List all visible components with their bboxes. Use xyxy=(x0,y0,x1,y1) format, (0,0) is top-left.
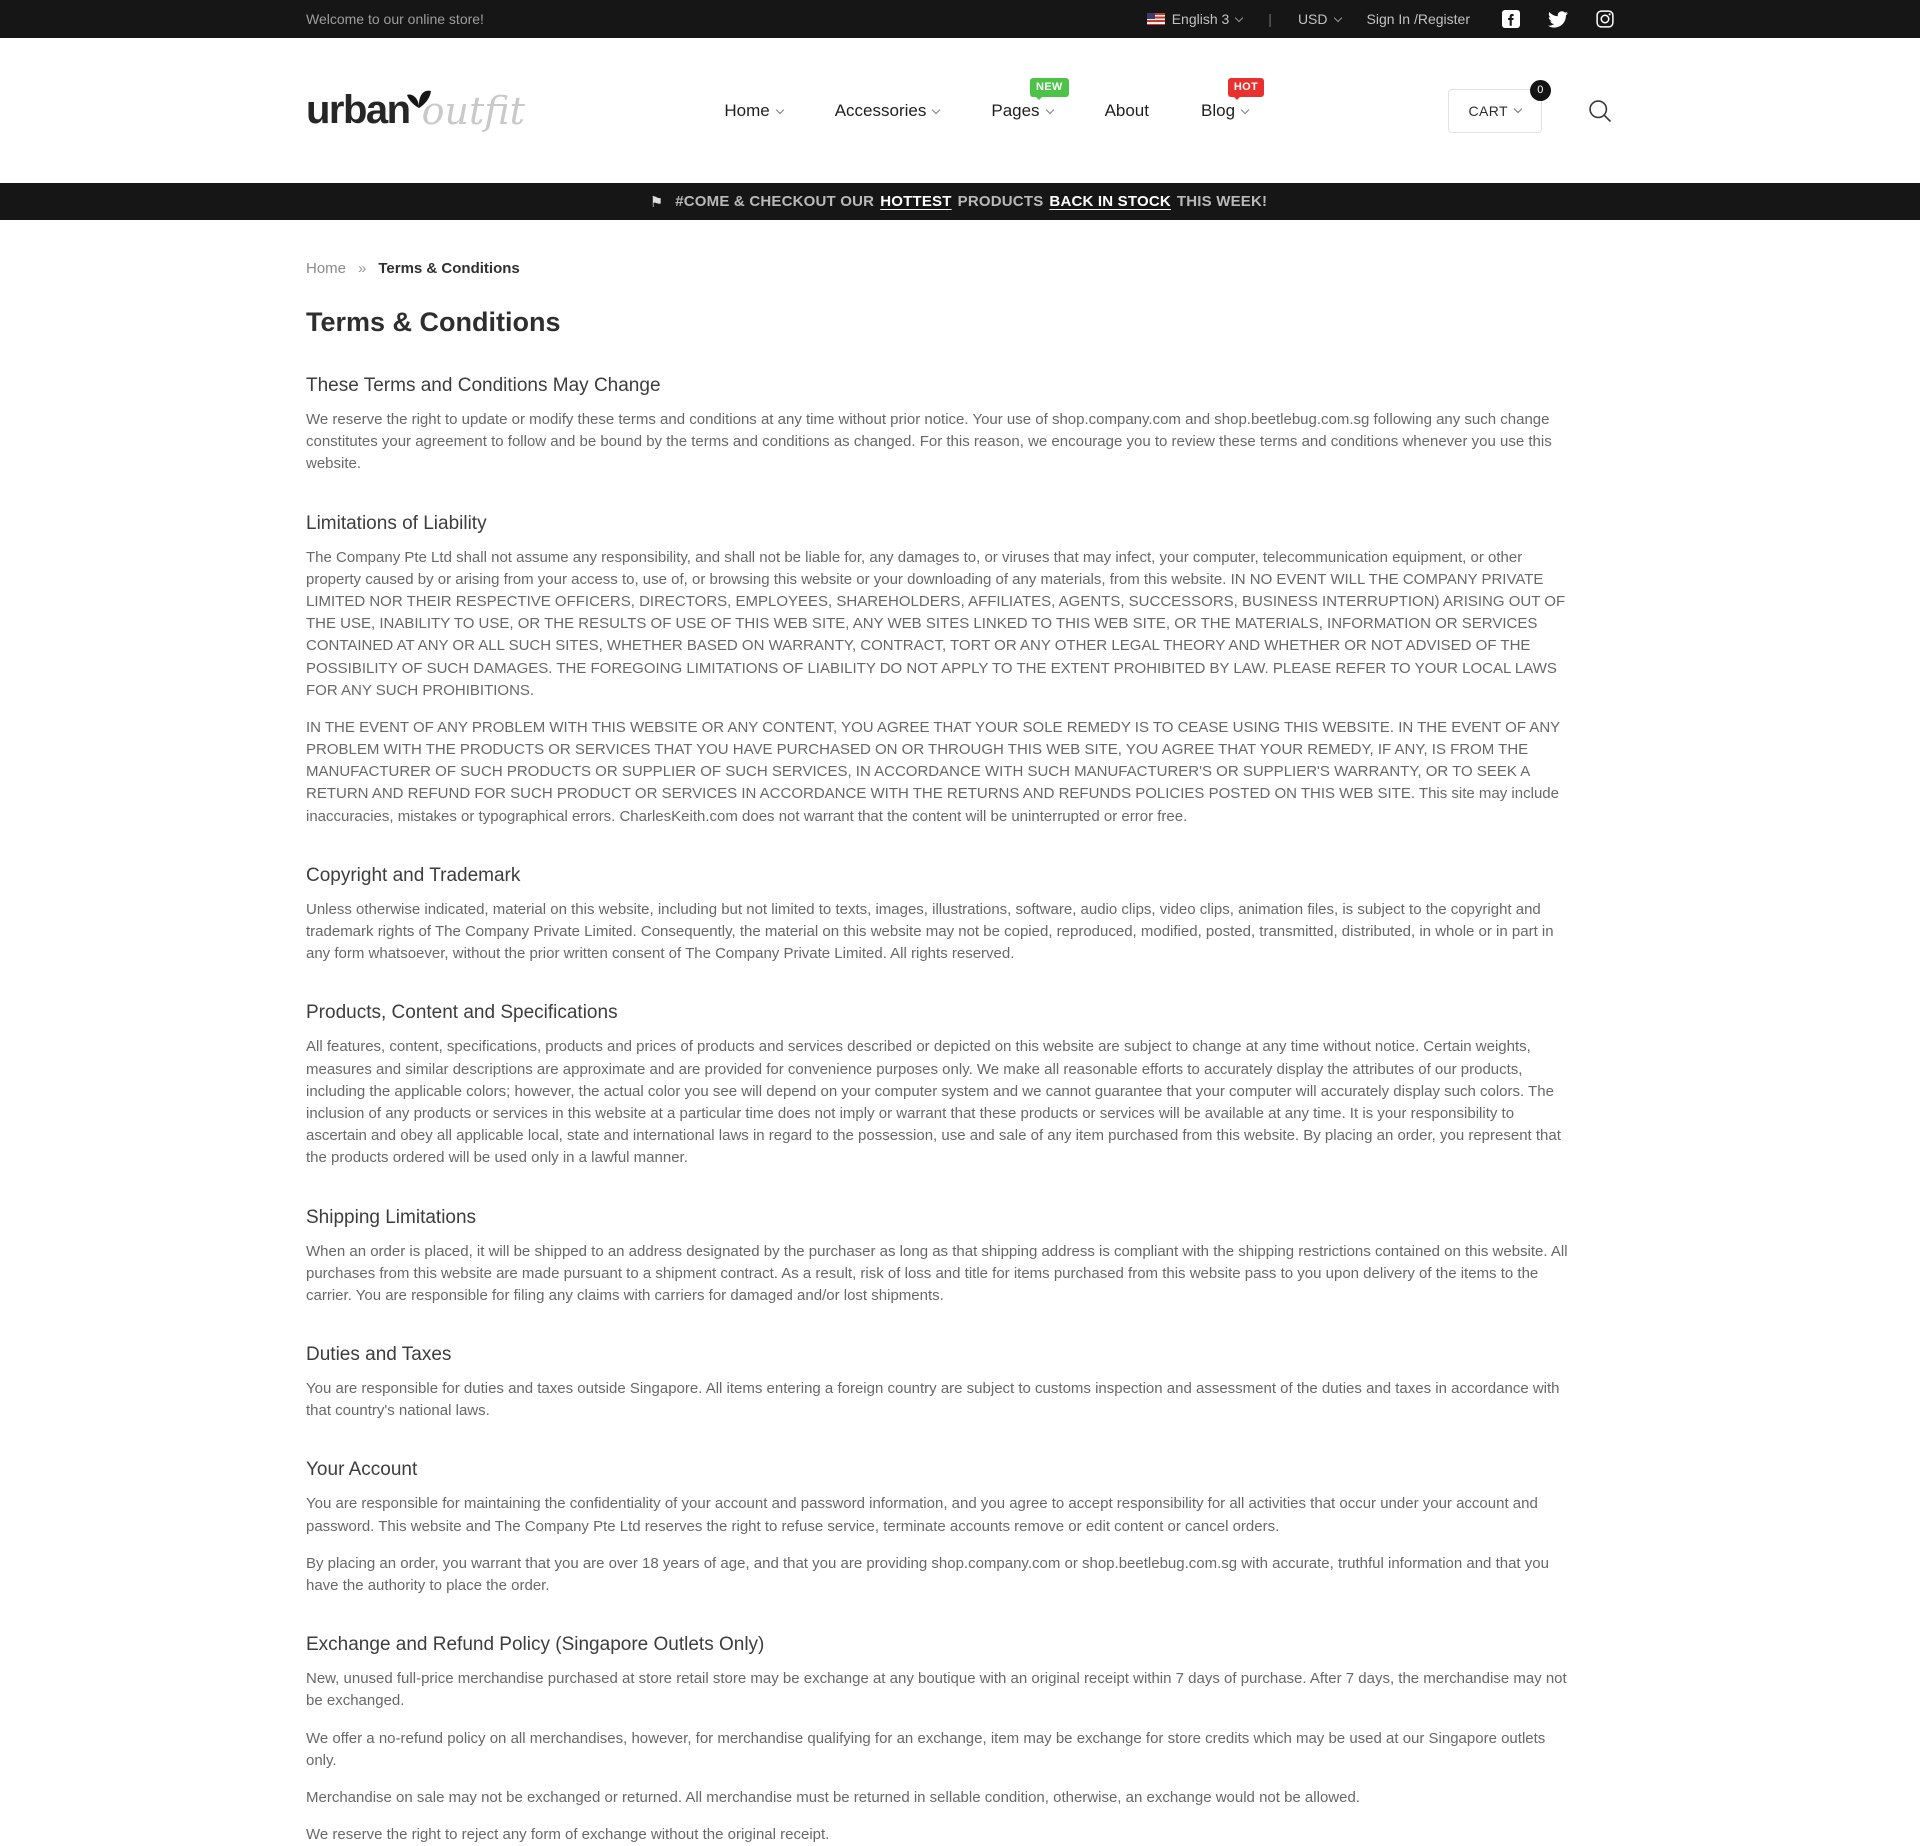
promo-banner xyxy=(0,183,1920,220)
cart-label: CART xyxy=(1468,102,1508,119)
breadcrumb-home-link[interactable]: Home xyxy=(306,260,347,277)
logo[interactable] xyxy=(306,88,525,134)
nav-item-label: Accessories xyxy=(834,100,927,120)
cart-count-badge: 0 xyxy=(1530,80,1551,101)
section-paragraph: IN THE EVENT OF ANY PROBLEM WITH THIS WEBSITE OR ANY CONTENT, YOU AGREE THAT YOUR SOLE REMEDY IS TO CEASE USING THIS WEBSITE. IN THE EVENT OF ANY PROBLEM WITH THE PRODUCTS OR SERVICES THAT YOU HAVE PURCHASED ON OR THROUGH THIS WEB SITE, YOU AGREE THAT YOUR REMEDY, IF ANY, IS FROM THE MANUFACTURER OF SUCH PRODUCTS OR SUPPLIER OF SUCH SERVICES, IN ACCORDANCE WITH SUCH MANUFACTURER'S OR SUPPLIER'S WARRANTY, OR TO SEEK A RETURN AND REFUND FOR SUCH PRODUCT OR SERVICES IN ACCORDANCE WITH THE RETURNS AND REFUNDS POLICIES POSTED ON THIS WEB SITE. This site may include inaccuracies, mistakes or typographical errors. CharlesKeith.com does not warrant that the content will be uninterrupted or error free. xyxy=(306,718,1560,825)
promo-text: #COME & CHECKOUT OUR xyxy=(675,192,875,210)
promo-highlight: BACK IN STOCK xyxy=(1049,192,1171,210)
site-header xyxy=(0,38,1920,183)
main-nav xyxy=(724,80,1259,121)
section-paragraph: By placing an order, you warrant that you are over 18 years of age, and that you are providing shop.company.com or shop.beetlebug.com.sg with accurate, truthful information and that you have the authority to place the order. xyxy=(306,1554,1549,1594)
section-heading: Your Account xyxy=(306,1459,418,1481)
social-links xyxy=(1502,10,1614,28)
welcome-message: Welcome to our online store! xyxy=(306,11,484,27)
promo-banner-text xyxy=(672,193,1270,211)
section-heading: Shipping Limitations xyxy=(306,1206,477,1228)
chevron-down-icon xyxy=(932,106,940,114)
section-paragraph: Merchandise on sale may not be exchanged or returned. All merchandise must be returned in sellable condition, otherwise, an exchange would not be allowed. xyxy=(306,1788,1360,1806)
nav-badge-new: NEW xyxy=(1030,78,1069,97)
section-heading: Exchange and Refund Policy (Singapore Outlets Only) xyxy=(306,1634,765,1656)
chevron-down-icon xyxy=(1241,106,1249,114)
instagram-icon[interactable] xyxy=(1596,10,1614,28)
section-paragraph: The Company Pte Ltd shall not assume any responsibility, and shall not be liable for, any damages to, or viruses that may infect, your computer, telecommunication equipment, or other property caused by or arising from your access to, use of, or browsing this website or your downloading of any materials, from this website. IN NO EVENT WILL THE COMPANY PRIVATE LIMITED NOR THEIR RESPECTIVE OFFICERS, DIRECTORS, EMPLOYEES, SHAREHOLDERS, AFFILIATES, AGENTS, SUCCESSORS, BUSINESS INTERRUPTION) ARISING OUT OF THE USE, INABILITY TO USE, OR THE RESULTS OF USE OF THIS WEB SITE, ANY WEB SITES LINKED TO THIS WEB SITE, OR THE MATERIALS, INFORMATION OR SERVICES CONTAINED AT ANY OR ALL SUCH SITES, WHETHER BASED ON WARRANTY, CONTRACT, TORT OR ANY OTHER LEGAL THEORY AND WHETHER OR NOT ADVISED OF THE POSSIBILITY OF SUCH DAMAGES. THE FOREGOING LIMITATIONS OF LIABILITY DO NOT APPLY TO THE EXTENT PROHIBITED BY LAW. PLEASE REFER TO YOUR LOCAL LAWS FOR ANY SUCH PROHIBITIONS. xyxy=(306,548,1566,699)
section-heading: Duties and Taxes xyxy=(306,1344,452,1366)
facebook-icon[interactable] xyxy=(1502,10,1520,28)
breadcrumb-current: Terms & Conditions xyxy=(378,260,520,277)
nav-item-accessories[interactable] xyxy=(835,101,940,121)
language-selector[interactable] xyxy=(1147,11,1243,27)
chevron-down-icon xyxy=(1235,13,1243,21)
section-paragraph: When an order is placed, it will be shipped to an address designated by the purchaser as long as that shipping address is compliant with the shipping restrictions contained on this website. All purchases from this website are made pursuant to a shipment contract. As a result, risk of loss and title for items purchased from this website pass to you upon delivery of the items to the carrier. You are responsible for filing any claims with carriers for damaged and/or lost shipments. xyxy=(306,1242,1568,1304)
terms-content xyxy=(306,307,1614,1846)
terms-sections xyxy=(306,375,1614,1846)
section-paragraph: Unless otherwise indicated, material on this website, including but not limited to texts, images, illustrations, software, audio clips, video clips, animation files, is subject to the copyright and trademark rights of The Company Private Limited. Consequently, the material on this website may not be copied, reproduced, modified, posted, transmitted, distributed, in whole or in part in any form whatsoever, without the prior written consent of The Company Private Limited. All rights reserved. xyxy=(306,900,1554,963)
currency-label: USD xyxy=(1297,11,1328,27)
section-heading: These Terms and Conditions May Change xyxy=(306,375,661,396)
section-paragraph: All features, content, specifications, products and prices of products and services described or depicted on this website are subject to change at any time without notice. Certain weights, measures and similar descriptions are approximate and are provided for convenience purposes only. We make all reasonable efforts to accurately display the attributes of our products, including the applicable colors; however, the actual color you see will depend on your computer system and we cannot guarantee that your computer will accurately display such colors. The inclusion of any products or services in this website at a particular time does not imply or warrant that these products or services will be available at any time. It is your responsibility to ascertain and obey all applicable local, state and international laws in regard to the possession, use and sale of any item purchased from this website. By placing an order, you represent that the products ordered will be used only in a lawful manner. xyxy=(306,1038,1561,1167)
breadcrumb xyxy=(306,260,1614,277)
section-heading: Products, Content and Specifications xyxy=(306,1002,618,1024)
search-button[interactable] xyxy=(1586,97,1614,125)
section-paragraph: You are responsible for maintaining the confidentiality of your account and password information, and you agree to accept responsibility for all activities that occur under your account and password. This website and The Company Pte Ltd reserves the right to refuse service, terminate accounts remove or edit content or cancel orders. xyxy=(306,1495,1538,1535)
chevron-down-icon xyxy=(1045,106,1053,114)
promo-text: PRODUCTS xyxy=(957,192,1044,210)
section-paragraph: We reserve the right to update or modify these terms and conditions at any time without prior notice. Your use of shop.company.com and shop.beetlebug.com.sg following any such change constitutes your agreement to follow and be bound by the terms and conditions as changed. For this reason, we encourage you to review these terms and conditions whenever you use this website. xyxy=(306,411,1552,473)
promo-text: THIS WEEK! xyxy=(1176,192,1268,210)
us-flag-icon xyxy=(1147,13,1165,25)
section-heading: Copyright and Trademark xyxy=(306,864,521,886)
section-paragraph: You are responsible for duties and taxes outside Singapore. All items entering a foreign country are subject to customs inspection and assessment of the duties and taxes in accordance with that country's national laws. xyxy=(306,1380,1560,1420)
logo-text-primary: urban xyxy=(306,88,410,132)
currency-selector[interactable] xyxy=(1298,11,1341,27)
nav-item-pages[interactable] xyxy=(991,80,1063,121)
topbar-divider: | xyxy=(1268,11,1272,27)
flag-icon: ⚑ xyxy=(649,193,664,211)
chevron-down-icon xyxy=(775,106,783,114)
logo-text-secondary: outfit xyxy=(421,88,525,133)
nav-item-label: About xyxy=(1104,100,1149,120)
section-heading: Limitations of Liability xyxy=(306,512,487,534)
chevron-down-icon xyxy=(1333,13,1341,21)
section-paragraph: We offer a no-refund policy on all merchandises, however, for merchandise qualifying for an exchange, item may be exchange for store credits which may be used at our Singapore outlets only. xyxy=(306,1729,1546,1769)
section-paragraph: New, unused full-price merchandise purchased at store retail store may be exchange at any boutique with an original receipt within 7 days of purchase. After 7 days, the merchandise may not be exchanged. xyxy=(306,1670,1567,1710)
signin-register-link[interactable]: Sign In /Register xyxy=(1366,11,1470,27)
nav-item-label: Home xyxy=(724,100,770,120)
promo-highlight: HOTTEST xyxy=(880,192,952,210)
twitter-icon[interactable] xyxy=(1548,11,1568,28)
nav-badge-hot: HOT xyxy=(1228,78,1264,97)
language-label: English 3 xyxy=(1171,11,1230,27)
nav-item-label: Pages xyxy=(991,100,1040,120)
section-paragraph: We reserve the right to reject any form of exchange without the original receipt. xyxy=(306,1826,830,1844)
chevron-down-icon xyxy=(1514,105,1522,113)
nav-item-label: Blog xyxy=(1201,100,1236,120)
nav-item-about[interactable] xyxy=(1105,101,1149,121)
topbar xyxy=(0,0,1920,38)
nav-item-blog[interactable] xyxy=(1201,80,1259,121)
cart-button[interactable] xyxy=(1448,84,1544,133)
page-title: Terms & Conditions xyxy=(306,307,561,337)
breadcrumb-separator: » xyxy=(358,260,367,277)
search-icon xyxy=(1586,97,1614,125)
nav-item-home[interactable] xyxy=(724,101,782,121)
